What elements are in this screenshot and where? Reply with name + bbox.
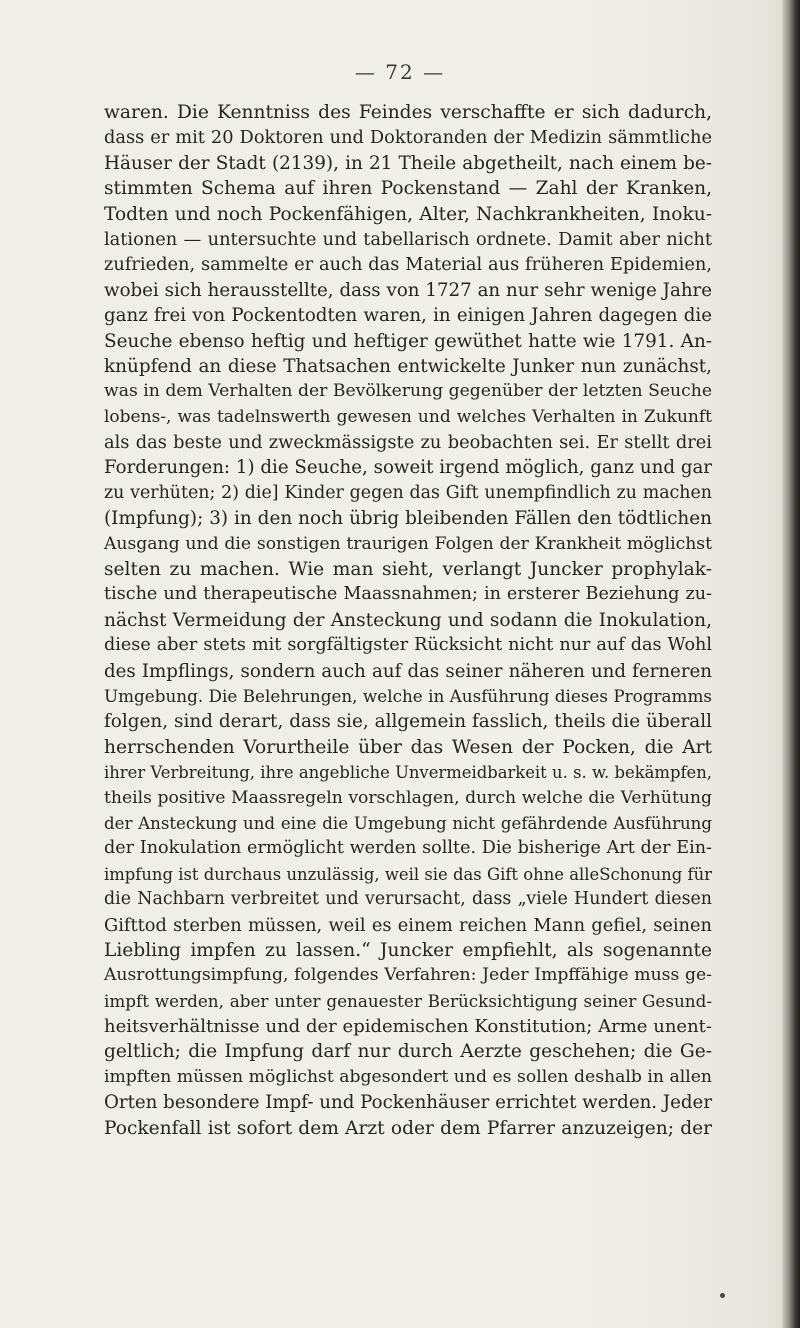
text-line: zufrieden, sammelte er auch das Material aus früheren Epidemien,: [104, 254, 712, 276]
text-line: geltlich; die Impfung darf nur durch Aerzte geschehen; die Ge-: [104, 1041, 712, 1063]
text-line: impfung ist durchaus unzulässig, weil sie das Gift ohne alleSchonung für: [104, 864, 712, 884]
text-line: zu verhüten; 2) die] Kinder gegen das Gift unempfindlich zu machen: [104, 482, 712, 503]
text-line: theils positive Maassregeln vorschlagen, durch welche die Verhütung: [104, 787, 712, 808]
text-line: knüpfend an diese Thatsachen entwickelte Junker nun zunächst,: [104, 355, 712, 377]
text-line: Todten und noch Pockenfähigen, Alter, Nachkrankheiten, Inoku-: [104, 203, 712, 225]
text-line: Forderungen: 1) die Seuche, soweit irgend möglich, ganz und gar: [104, 457, 712, 479]
text-line: des Impflings, sondern auch auf das seiner näheren und ferneren: [104, 660, 712, 682]
text-line: (Impfung); 3) in den noch übrig bleibenden Fällen den tödtlichen: [104, 508, 712, 530]
ink-spot: [720, 1293, 725, 1298]
text-line: heitsverhältnisse und der epidemischen Konstitution; Arme unent-: [104, 1016, 712, 1038]
text-line: herrschenden Vorurtheile über das Wesen der Pocken, die Art: [104, 736, 712, 758]
text-line: Ausrottungsimpfung, folgendes Verfahren: Jeder Impffähige muss ge-: [104, 965, 712, 986]
text-line: Orten besondere Impf- und Pockenhäuser errichtet werden. Jeder: [104, 1092, 713, 1114]
text-line: der Ansteckung und eine die Umgebung nicht gefährdende Ausführung: [104, 813, 712, 833]
text-line: stimmten Schema auf ihren Pockenstand — Zahl der Kranken,: [104, 178, 712, 200]
text-line: was in dem Verhalten der Bevölkerung gegenüber der letzten Seuche: [104, 381, 712, 402]
text-line: lobens-, was tadelnswerth gewesen und welches Verhalten in Zukunft: [104, 406, 712, 427]
text-line: nächst Vermeidung der Ansteckung und sodann die Inokulation,: [104, 609, 712, 631]
text-line: waren. Die Kenntniss des Feindes verschaffte er sich dadurch,: [104, 102, 712, 123]
text-line: tische und therapeutische Maassnahmen; in ersterer Beziehung zu-: [104, 584, 712, 605]
text-line: dass er mit 20 Doktoren und Doktoranden der Medizin sämmtliche: [104, 127, 712, 149]
text-line: diese aber stets mit sorgfältigster Rücksicht nicht nur auf das Wohl: [104, 635, 712, 656]
text-line: Häuser der Stadt (2139), in 21 Theile abgetheilt, nach einem be-: [104, 152, 712, 174]
text-line: die Nachbarn verbreitet und verursacht, dass „viele Hundert diesen: [104, 889, 712, 910]
text-line: Seuche ebenso heftig und heftiger gewüthet hatte wie 1791. An-: [104, 330, 712, 352]
text-line: Ausgang und die sonstigen traurigen Folgen der Krankheit möglichst: [104, 533, 712, 554]
text-line: der Inokulation ermöglicht werden sollte. Die bisherige Art der Ein-: [104, 838, 712, 859]
text-line: Pockenfall ist sofort dem Arzt oder dem Pfarrer anzuzeigen; der: [104, 1117, 712, 1139]
text-line: wobei sich herausstellte, dass von 1727 an nur sehr wenige Jahre: [104, 279, 712, 301]
text-line: impft werden, aber unter genauester Berücksichtigung seiner Gesund-: [104, 990, 712, 1011]
text-line: ganz frei von Pockentodten waren, in einigen Jahren dagegen die: [104, 305, 712, 327]
page-edge-shadow: [782, 0, 800, 1328]
text-line: lationen — untersuchte und tabellarisch ordnete. Damit aber nicht: [104, 228, 712, 250]
text-line: impften müssen möglichst abgesondert und es sollen deshalb in allen: [104, 1066, 712, 1087]
body-text: [104, 100, 712, 1141]
text-line: ihrer Verbreitung, ihre angebliche Unvermeidbarkeit u. s. w. bekämpfen,: [104, 763, 712, 783]
text-line: als das beste und zweckmässigste zu beobachten sei. Er stellt drei: [104, 432, 712, 454]
text-line: Umgebung. Die Belehrungen, welche in Ausführung dieses Programms: [104, 685, 712, 706]
text-line: Gifttod sterben müssen, weil es einem reichen Mann gefiel, seinen: [104, 914, 712, 936]
text-line: Liebling impfen zu lassen.“ Juncker empfiehlt, als sogenannte: [104, 939, 712, 961]
page-number: — 72 —: [354, 60, 446, 84]
text-line: selten zu machen. Wie man sieht, verlangt Juncker prophylak-: [104, 559, 712, 581]
text-line: folgen, sind derart, dass sie, allgemein fasslich, theils die überall: [104, 711, 712, 733]
